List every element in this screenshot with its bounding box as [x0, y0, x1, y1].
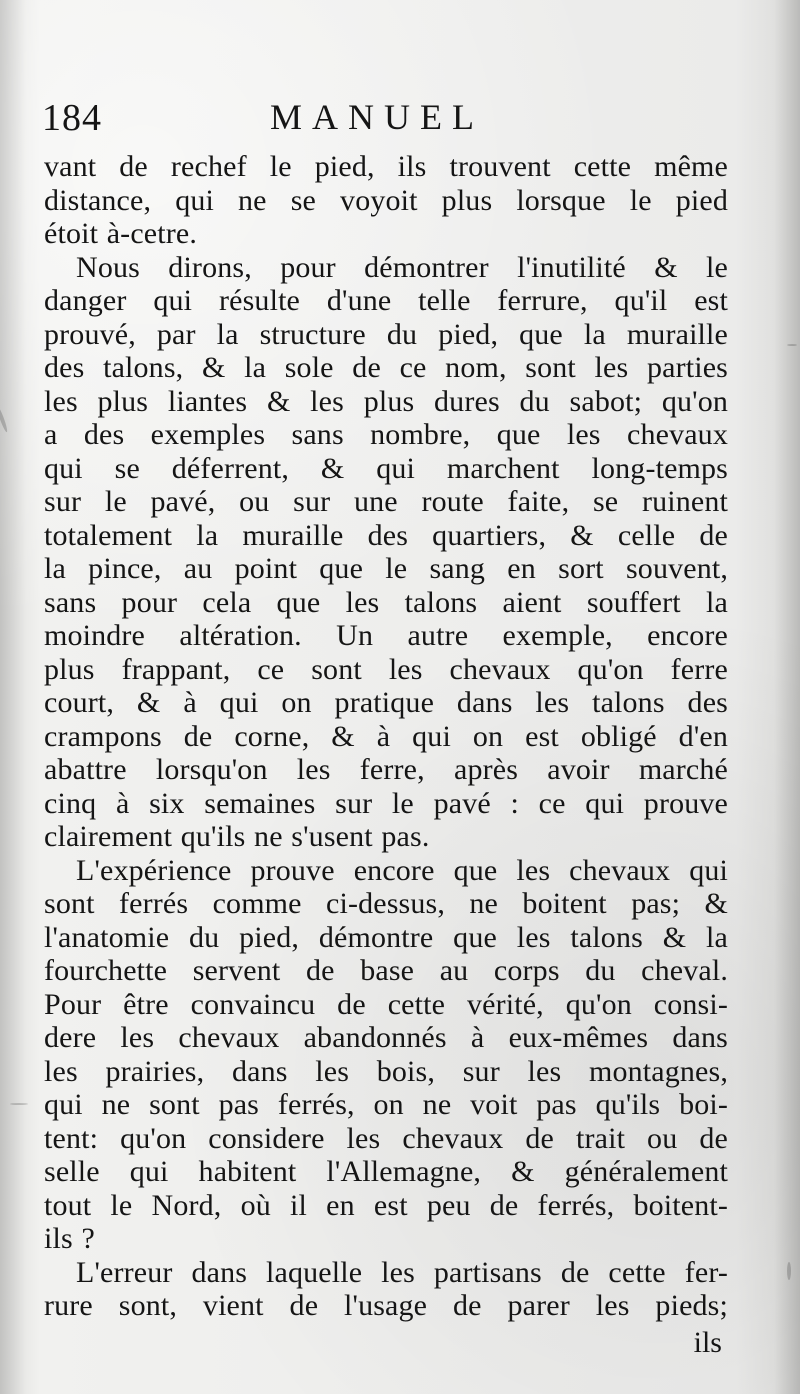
page-number: 184 [42, 97, 102, 139]
text-line: cinq à six semaines sur le pavé : ce qui prouve [44, 786, 728, 820]
text-line: sont ferrés comme ci-dessus, ne boitent pas; & [44, 887, 728, 920]
paragraph-first-line: L'expérience prouve encore que les chevaux qui [76, 853, 728, 887]
text-line: danger qui résulte d'une telle ferrure, qu'il est [44, 284, 728, 317]
page-header [42, 96, 732, 146]
text-line: dere les chevaux abandonnés à eux-mêmes dans [44, 1021, 728, 1054]
paragraph-first-line: Nous dirons, pour démontrer l'inutilité & le [76, 250, 728, 284]
text-line: qui se déferrent, & qui marchent long-temps [44, 451, 728, 485]
text-line: selle qui habitent l'Allemagne, & généralement [44, 1155, 728, 1188]
text-line: des talons, & la sole de ce nom, sont les parties [44, 351, 728, 384]
text-line: tout le Nord, où il en est peu de ferrés, boitent- [44, 1188, 728, 1222]
text-line: plus frappant, ce sont les chevaux qu'on ferre [44, 652, 728, 686]
text-line: prouvé, par la structure du pied, que la muraille [44, 317, 728, 351]
text-line: les plus liantes & les plus dures du sabot; qu'on [44, 384, 728, 418]
scan-mark [10, 1103, 28, 1105]
text-line: Pour être convaincu de cette vérité, qu'on consi- [44, 987, 728, 1021]
text-line: fourchette servent de base au corps du cheval. [44, 954, 728, 987]
text-line: abattre lorsqu'on les ferre, après avoir marché [44, 753, 728, 786]
left-page-shadow [0, 0, 26, 1394]
right-page-shadow [774, 0, 800, 1394]
text-line: qui ne sont pas ferrés, on ne voit pas qu'ils boi- [44, 1088, 728, 1121]
text-line: vant de rechef le pied, ils trouvent cette même [44, 150, 728, 183]
catchword: ils [693, 1326, 722, 1359]
text-line: court, & à qui on pratique dans les talons des [44, 686, 728, 719]
text-line: a des exemples sans nombre, que les chevaux [44, 418, 728, 451]
paragraph-first-line: L'erreur dans laquelle les partisans de cette fer- [76, 1255, 728, 1289]
scan-mark [787, 344, 797, 346]
text-line: rure sont, vient de l'usage de parer les pieds; [44, 1289, 728, 1322]
text-line: ils ? [44, 1222, 95, 1255]
text-line: clairement qu'ils ne s'usent pas. [44, 820, 430, 853]
text-line: la pince, au point que le sang en sort souvent, [44, 552, 728, 585]
text-line: les prairies, dans les bois, sur les montagnes, [44, 1054, 728, 1088]
text-line: sur le pavé, ou sur une route faite, se ruinent [44, 485, 728, 518]
body-text [44, 150, 728, 1323]
text-line: distance, qui ne se voyoit plus lorsque le pied [44, 183, 728, 217]
text-line: moindre altération. Un autre exemple, encore [44, 619, 728, 652]
scan-mark [0, 405, 9, 433]
running-title: MANUEL [270, 97, 484, 137]
text-line: étoit à-cetre. [44, 217, 197, 250]
scan-mark [787, 1262, 791, 1280]
text-line: crampons de corne, & à qui on est obligé d'en [44, 719, 728, 753]
text-line: l'anatomie du pied, démontre que les talons & la [44, 920, 728, 954]
text-line: sans pour cela que les talons aient souffert la [44, 585, 728, 619]
text-line: tent: qu'on considere les chevaux de trait ou de [44, 1121, 728, 1155]
text-line: totalement la muraille des quartiers, & celle de [44, 518, 728, 552]
